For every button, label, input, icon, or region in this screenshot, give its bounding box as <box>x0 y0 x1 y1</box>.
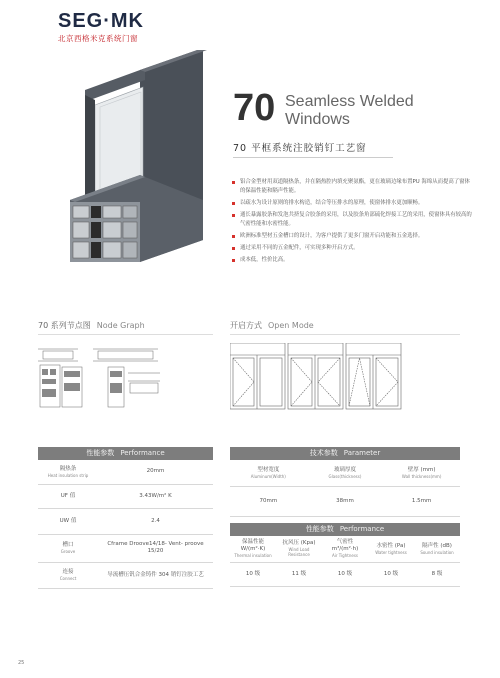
sash <box>349 358 370 406</box>
title-english-line2: Windows <box>285 111 350 128</box>
profile-chamber-1 <box>73 206 89 218</box>
insulation-strip-2 <box>91 222 101 238</box>
column-header-en: Glass(thickness) <box>328 473 362 479</box>
column-header <box>383 460 460 486</box>
node-graph-heading <box>38 320 145 331</box>
node-chamber <box>64 383 80 391</box>
node-chamber <box>50 369 56 375</box>
node-glass-top <box>43 351 73 359</box>
table-row <box>38 508 213 534</box>
title-chinese: 70 平框系统注胶销钉工艺窗 <box>233 143 367 154</box>
feature-item: 成本低，性价比高。 <box>232 256 472 265</box>
performance-grades-table <box>230 523 460 587</box>
feature-item: 以疏水为设计原则的排水构造，结合等压排水的原理，使窗体排水更加顺畅。 <box>232 199 472 208</box>
sash <box>291 358 312 406</box>
table-cell-value: Cframe Droove14/18- Vent- proove 15/20 <box>98 534 213 562</box>
table-row <box>38 562 213 588</box>
column-header <box>307 460 384 486</box>
node-graph-divider <box>38 334 213 335</box>
column-header-en: Water tightness <box>375 549 407 555</box>
profile-chamber-5 <box>103 222 121 238</box>
table-cell-label: UF 值 <box>38 484 98 508</box>
table-cell-value: 38mm <box>307 486 384 516</box>
title-english-line1: Seamless Welded <box>285 93 414 110</box>
profile-chamber-3 <box>123 206 137 218</box>
node-graph-drawing <box>38 343 163 411</box>
sash <box>233 358 254 406</box>
performance-grades-header-cn: 性能参数 <box>305 525 334 533</box>
node-chamber <box>110 371 122 377</box>
profile-chamber-7 <box>73 242 89 258</box>
sash <box>260 358 282 406</box>
performance-table <box>38 447 213 589</box>
profile-chamber-9 <box>123 242 137 258</box>
column-header-cn: 隔声性 (dB) <box>422 542 452 549</box>
open-mode-window-2 <box>288 343 343 409</box>
open-mode-heading-en: Open Mode <box>268 321 314 330</box>
column-header-en: Wind Load Resistance <box>288 547 310 558</box>
row-label-en: Heat insulation strip <box>47 472 89 478</box>
table-cell-value: 8 级 <box>414 562 460 586</box>
parameter-table-body <box>230 460 460 517</box>
feature-item: 通过采用不同的五金配件，可实现多种开启方式。 <box>232 244 472 253</box>
table-cell-value: 10 级 <box>368 562 414 586</box>
open-mode-window-3 <box>346 343 401 409</box>
profile-chamber-6 <box>123 222 137 238</box>
column-header <box>276 536 322 562</box>
node-chamber <box>42 379 56 384</box>
profile-chamber-4 <box>73 222 89 238</box>
table-cell-value: 2.4 <box>98 508 213 534</box>
row-label: 隔热条 <box>59 465 77 472</box>
feature-item: 欧洲标准型材五金槽口的设计，为客户提供了更多门窗开启功能和五金选择。 <box>232 232 472 241</box>
logo-wordmark: SEG·MK <box>58 10 144 32</box>
table-cell-label <box>38 534 98 562</box>
table-cell-value: 20mm <box>98 460 213 484</box>
sash <box>318 358 340 406</box>
window-profile-illustration <box>55 50 215 280</box>
column-header-en: Aluminum(Width) <box>250 473 286 479</box>
opening-indicator <box>233 358 254 406</box>
node-chamber <box>42 389 56 397</box>
sash <box>376 358 398 406</box>
open-mode-window-1 <box>230 343 285 409</box>
page-number: 25 <box>18 660 25 666</box>
opening-indicator <box>291 358 312 406</box>
performance-table-body <box>38 460 213 589</box>
insulation-strip-3 <box>91 242 101 258</box>
table-cell-value: 3.43W/m² K <box>98 484 213 508</box>
opening-indicator <box>318 358 340 406</box>
column-header-cn: 玻璃厚度 <box>333 466 356 473</box>
feature-list <box>232 178 472 268</box>
row-label-en: Groove <box>60 549 76 554</box>
performance-header-cn: 性能参数 <box>86 449 115 457</box>
node-graph-heading-en: Node Graph <box>96 321 145 330</box>
row-label-en: Connect <box>59 576 77 581</box>
column-header-cn: 壁厚 (mm) <box>407 466 436 473</box>
table-cell-label: UW 值 <box>38 508 98 534</box>
node-glass-bottom <box>130 383 158 393</box>
table-cell-value: 70mm <box>230 486 307 516</box>
table-cell-value: 11 级 <box>276 562 322 586</box>
row-label: 连接 <box>62 569 74 575</box>
parameter-header-en: Parameter <box>343 449 381 457</box>
logo-subtitle: 北京西格米克系统门窗 <box>58 34 138 43</box>
node-chamber <box>64 371 80 377</box>
table-cell-value: 10 级 <box>322 562 368 586</box>
column-header <box>414 536 460 562</box>
parameter-table <box>230 447 460 517</box>
performance-grades-body <box>230 536 460 587</box>
column-header <box>230 460 307 486</box>
open-mode-heading <box>230 320 314 331</box>
brand-logo <box>58 10 158 44</box>
parameter-table-header <box>230 447 460 460</box>
performance-header-en: Performance <box>120 449 165 457</box>
performance-grades-header-en: Performance <box>339 525 385 533</box>
node-glass-top-right <box>98 351 153 359</box>
node-chamber <box>42 369 48 375</box>
opening-indicator <box>376 358 398 406</box>
column-header-cn: 气密性 m³/(m²·h) <box>331 539 359 553</box>
table-row <box>38 460 213 484</box>
node-chamber <box>110 383 122 393</box>
column-header-cn: 保温性能 W/(m²·K) <box>240 539 266 553</box>
column-header-cn: 水密性 (Pa) <box>376 542 406 549</box>
series-number: 70 <box>233 87 276 129</box>
table-row <box>230 562 460 586</box>
open-mode-heading-cn: 开启方式 <box>230 321 262 330</box>
column-header-en: Thermal insulation <box>234 553 272 559</box>
opening-indicator <box>349 358 370 406</box>
performance-grades-header <box>230 523 460 536</box>
column-header-cn: 型材宽度 <box>257 466 280 473</box>
table-cell-value: 导流槽压钒合金铸件 304 销钉注胶工艺 <box>98 562 213 588</box>
column-header-en: Air Tightness <box>331 553 358 559</box>
table-cell-value: 10 级 <box>230 562 276 586</box>
table-header-row <box>230 460 460 486</box>
insulation-strip-1 <box>91 206 101 218</box>
performance-table-header <box>38 447 213 460</box>
feature-item: 铝合金型材用双道隔热条，并在隔热腔内填充聚氨酯，更在玻璃边缘布置PU 海绵从而提高了窗体的保温性能和隔声性能。 <box>232 178 472 196</box>
table-row <box>38 484 213 508</box>
column-header-cn: 抗风压 (Kpa) <box>282 540 316 547</box>
table-cell-value: 1.5mm <box>383 486 460 516</box>
table-row <box>230 486 460 516</box>
column-header <box>322 536 368 562</box>
table-row <box>38 534 213 562</box>
column-header-en: Sound insulation <box>420 549 454 555</box>
open-mode-divider <box>230 334 460 335</box>
profile-chamber-8 <box>103 242 121 258</box>
table-header-row <box>230 536 460 562</box>
parameter-header-cn: 技术参数 <box>309 449 338 457</box>
title-divider <box>233 157 393 158</box>
column-header-en: Wall thickness(mm) <box>401 473 442 479</box>
column-header <box>368 536 414 562</box>
open-mode-diagrams <box>230 343 460 411</box>
node-graph-heading-cn: 70 系列节点图 <box>38 321 91 330</box>
feature-item: 通长暴露胶条和发泡共挤复合胶条的采用，以及胶条角部硫化焊接工艺的采用，使窗体具有较高的气密性能和水密性能。 <box>232 211 472 229</box>
row-label: 槽口 <box>62 542 74 548</box>
table-cell-label <box>38 460 98 484</box>
table-cell-label <box>38 562 98 588</box>
column-header <box>230 536 276 562</box>
profile-chamber-2 <box>103 206 121 218</box>
